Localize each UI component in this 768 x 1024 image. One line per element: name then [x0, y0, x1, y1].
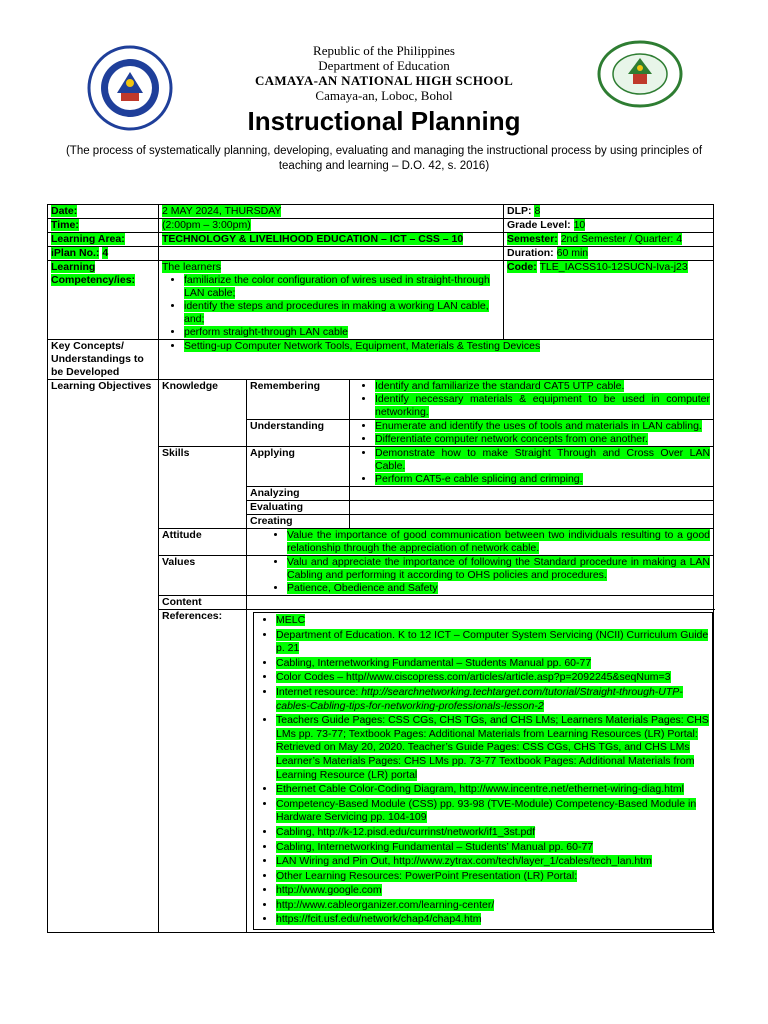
content-value: [247, 596, 714, 610]
dlp-value: 8: [534, 205, 541, 217]
grade-value: 10: [573, 219, 586, 231]
list-item: • Differentiate computer network concepts from one another.: [375, 433, 710, 446]
list-item: • familiarize the color configuration of wires used in straight-through LAN cable;: [184, 274, 500, 300]
area-value: TECHNOLOGY & LIVELIHOOD EDUCATION – ICT – CSS – 10: [162, 233, 464, 245]
semester-label: Semester:: [507, 233, 558, 245]
content-label: Content: [159, 596, 247, 610]
list-item: • Setting-up Computer Network Tools, Equipment, Materials & Testing Devices: [184, 340, 710, 353]
values-label: Values: [159, 556, 247, 596]
code-value: TLE_IACSS10-12SUCN-Iva-j23: [539, 261, 688, 273]
reference-item: • Cabling, Internetworking Fundamental – Students Manual pp. 60-77: [276, 657, 712, 671]
list-item: • Valu and appreciate the importance of following the Standard procedure in making a LAN Cabling and performing it according to OHS policies and procedures.: [287, 556, 710, 582]
row-key-concepts: [48, 340, 714, 380]
list-item: • Identify necessary materials & equipment to be used in computer networking.: [375, 393, 710, 419]
remembering-label: Remembering: [247, 380, 350, 420]
reference-item: • LAN Wiring and Pin Out, http://www.zytrax.com/tech/layer_1/cables/tech_lan.htm: [276, 855, 712, 869]
header-republic: Republic of the Philippines: [313, 43, 455, 58]
reference-item: • Teachers Guide Pages: CSS CGs, CHS TGs, and CHS LMs; Learners Materials Pages: CHS LMs pp. 73-77; Textbook Pages: Additional Materials from Learning Resources (LR) Portal: Retrieved on May 20, 2020. Teacher’s Guide Pages: CSS CGs, CHS TGs, and CHS LMs Learner’s Materials Pages: CHS LMs pp. 73-77 Textbook Pages: Additional Materials from Learning Resource (LR) portal: [276, 714, 712, 782]
time-label: Time:: [51, 219, 79, 231]
iplan-label: iPlan No.:: [51, 247, 100, 259]
iplan-value: 4: [102, 247, 109, 259]
reference-item: • Color Codes – http//www.ciscopress.com/articles/article.asp?p=2092245&seqNum=3: [276, 671, 712, 685]
list-item: • Demonstrate how to make Straight Through and Cross Over LAN Cable.: [375, 447, 710, 473]
knowledge-label: Knowledge: [159, 380, 247, 447]
plan-table: [47, 204, 714, 933]
skills-label: Skills: [159, 447, 247, 529]
reference-item: • https://fcit.usf.edu/network/chap4/chap4.htm: [276, 913, 712, 927]
area-label: Learning Area:: [51, 233, 125, 245]
reference-link[interactable]: http://searchnetworking.techtarget.com/tutorial/Straight-through-UTP- cables-Cabling-tips-for-networking-professionals-lesson-2: [276, 685, 683, 712]
document-subtitle: (The process of systematically planning, developing, evaluating and managing the instructional process by using principles of teaching and learning – D.O. 42, s. 2016): [65, 145, 703, 172]
code-label: Code:: [507, 261, 537, 273]
list-item: • identify the steps and procedures in making a working LAN cable, and;: [184, 300, 500, 326]
understanding-list: [353, 420, 710, 446]
analyzing-label: Analyzing: [247, 487, 350, 501]
list-item: • Value the importance of good communication between two individuals resulting to a good relationship through the appreciation of network cable.: [287, 529, 710, 555]
competency-intro: The learners: [162, 261, 221, 273]
duration-value: 60 min: [556, 247, 589, 259]
attitude-list: [253, 529, 710, 555]
reference-item: • Cabling, Internetworking Fundamental – Students’ Manual pp. 60-77: [276, 841, 712, 855]
values-list: [253, 556, 710, 595]
row-time: [48, 219, 714, 233]
reference-item: • Competency-Based Module (CSS) pp. 93-98 (TVE-Module) Competency-Based Module in Hardware Servicing pp. 104-109: [276, 798, 712, 825]
references-label: References:: [159, 610, 247, 933]
time-value: (2:00pm – 3:00pm): [162, 219, 251, 231]
competency-list: [162, 274, 500, 339]
reference-item: • Department of Education. K to 12 ICT – Computer System Servicing (NCII) Curriculum Guide p. 21: [276, 629, 712, 656]
row-date: [48, 205, 714, 219]
reference-item: • Other Learning Resources: PowerPoint Presentation (LR) Portal:: [276, 870, 712, 884]
applying-list: [353, 447, 710, 486]
reference-item: • Ethernet Cable Color-Coding Diagram, http://www.incentre.net/ethernet-wiring-diag.html: [276, 783, 712, 797]
date-value: 2 MAY 2024, THURSDAY: [162, 205, 282, 217]
row-remembering: [48, 380, 714, 420]
key-concepts-label: Key Concepts/ Understandings to be Developed: [48, 340, 159, 380]
header-school-name: CAMAYA-AN NATIONAL HIGH SCHOOL: [254, 73, 514, 88]
creating-label: Creating: [247, 515, 350, 529]
header-address: Camaya-an, Loboc, Bohol: [315, 88, 453, 103]
objectives-label: Learning Objectives: [48, 380, 159, 933]
applying-label: Applying: [247, 447, 350, 487]
evaluating-label: Evaluating: [247, 501, 350, 515]
reference-item: • http://www.google.com: [276, 884, 712, 898]
date-label: Date:: [51, 205, 78, 217]
reference-item: • MELC: [276, 614, 712, 628]
list-item: • Enumerate and identify the uses of tools and materials in LAN cabling.: [375, 420, 710, 433]
understanding-label: Understanding: [247, 420, 350, 447]
competency-label: Learning Competency/ies:: [51, 261, 136, 286]
dlp-label: DLP:: [507, 205, 532, 217]
row-learning-area: [48, 233, 714, 247]
semester-value: 2nd Semester / Quarter: 4: [560, 233, 683, 245]
list-item: • Perform CAT5-e cable splicing and crimping.: [375, 473, 710, 486]
grade-label: Grade Level:: [507, 219, 571, 231]
list-item: • Patience, Obedience and Safety: [287, 582, 710, 595]
row-competency: [48, 261, 714, 340]
row-iplan: [48, 247, 714, 261]
header-department: Department of Education: [318, 58, 450, 73]
reference-item: • Cabling, http://k-12.pisd.edu/currinst/network/if1_3st.pdf: [276, 826, 712, 840]
list-item: • perform straight-through LAN cable: [184, 326, 500, 339]
document-title: Instructional Planning: [247, 106, 521, 136]
duration-label: Duration:: [507, 247, 554, 259]
key-concepts-list: [162, 340, 710, 353]
reference-item: • Internet resource: http://searchnetworking.techtarget.com/tutorial/Straight-through-UTP- cables-Cabling-tips-for-networking-professionals-lesson-2: [276, 686, 712, 713]
references-list: [254, 614, 712, 927]
remembering-list: [353, 380, 710, 419]
attitude-label: Attitude: [159, 529, 247, 556]
reference-item: • http://www.cableorganizer.com/learning-center/: [276, 899, 712, 913]
list-item: • Identify and familiarize the standard CAT5 UTP cable.: [375, 380, 710, 393]
